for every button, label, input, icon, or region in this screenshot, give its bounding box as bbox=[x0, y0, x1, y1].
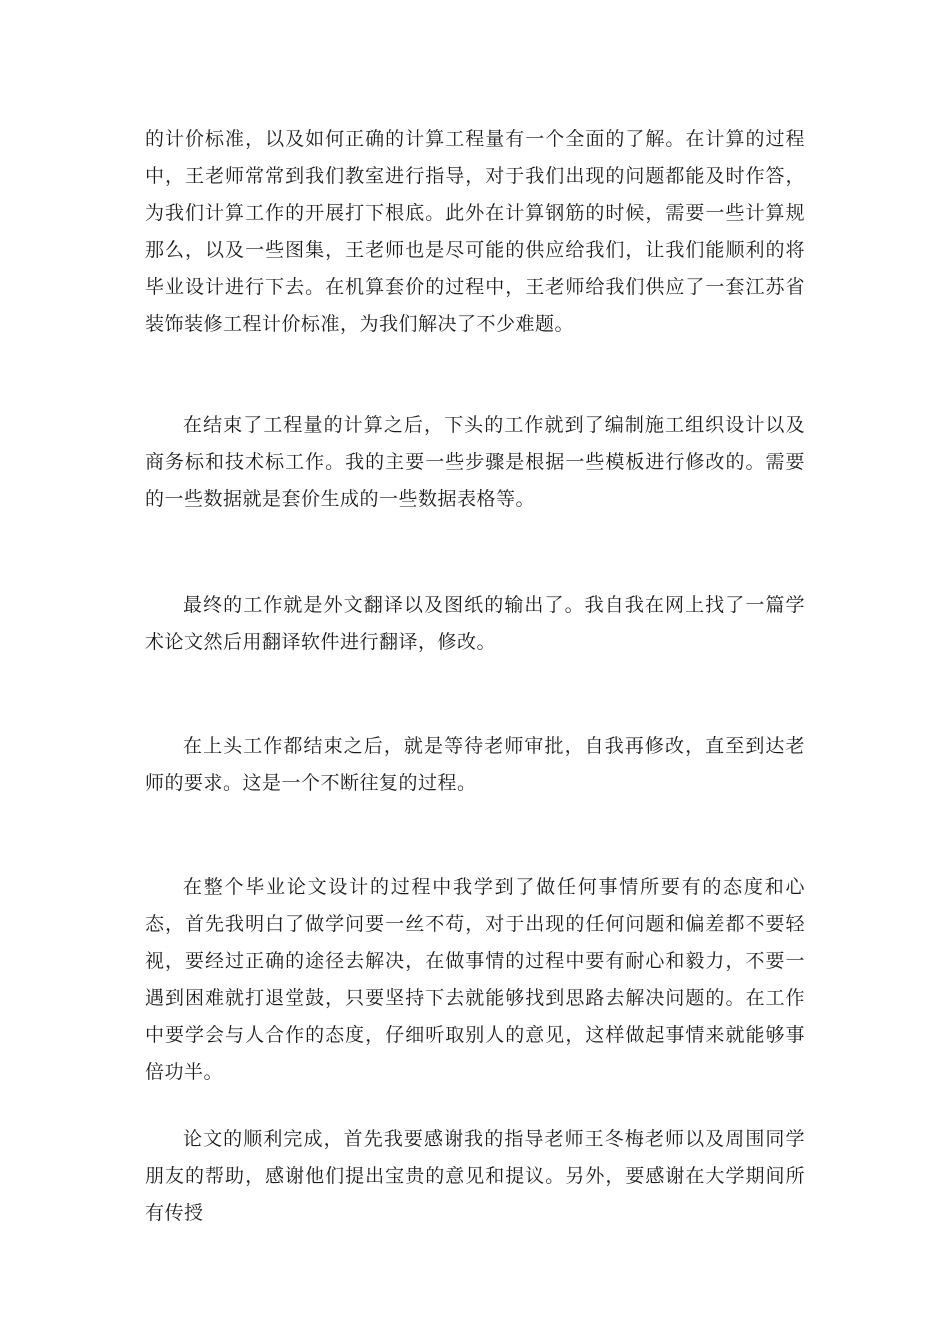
paragraph-3: 最终的工作就是外文翻译以及图纸的输出了。我自我在网上找了一篇学术论文然后用翻译软件进行翻译，修改。 bbox=[145, 594, 805, 653]
paragraph-1: 的计价标准，以及如何正确的计算工程量有一个全面的了解。在计算的过程中，王老师常常到我们教室进行指导，对于我们出现的问题都能及时作答，为我们计算工作的开展打下根底。此外在计算钢筋的时候，需要一些计算规那么，以及一些图集，王老师也是尽可能的供应给我们，让我们能顺利的将毕业设计进行下去。在机算套价的过程中，王老师给我们供应了一套江苏省装饰装修工程计价标准，为我们解决了不少难题。 bbox=[145, 128, 805, 335]
paragraph-2: 在结束了工程量的计算之后，下头的工作就到了编制施工组织设计以及商务标和技术标工作。我的主要一些步骤是根据一些模板进行修改的。需要的一些数据就是套价生成的一些数据表格等。 bbox=[145, 414, 805, 510]
paragraph-4: 在上头工作都结束之后，就是等待老师审批，自我再修改，直至到达老师的要求。这是一个不断往复的过程。 bbox=[145, 735, 805, 794]
paragraph-5: 在整个毕业论文设计的过程中我学到了做任何事情所要有的态度和心态，首先我明白了做学问要一丝不苟，对于出现的任何问题和偏差都不要轻视，要经过正确的途径去解决，在做事情的过程中要有耐心和毅力，不要一遇到困难就打退堂鼓，只要坚持下去就能够找到思路去解决问题的。在工作中要学会与人合作的态度，仔细听取别人的意见，这样做起事情来就能够事倍功半。 bbox=[145, 876, 805, 1083]
paragraph-6: 论文的顺利完成，首先我要感谢我的指导老师王冬梅老师以及周围同学朋友的帮助，感谢他们提出宝贵的意见和提议。另外，要感谢在大学期间所有传授 bbox=[145, 1128, 805, 1224]
